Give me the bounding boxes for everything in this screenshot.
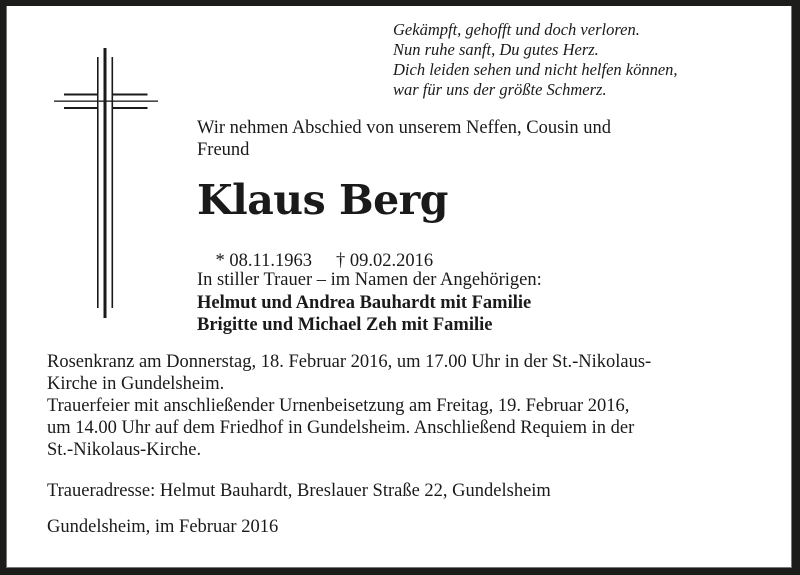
service-line: um 14.00 Uhr auf dem Friedhof in Gundelsheim. Anschließend Requiem in der [47,418,635,438]
poem-line: Gekämpft, gehofft und doch verloren. [393,20,640,39]
family-line: Brigitte und Michael Zeh mit Familie [197,315,493,335]
poem [393,20,678,100]
obituary-card [6,6,792,568]
poem-line: war für uns der größte Schmerz. [393,80,607,99]
service-details [47,351,787,461]
birth-date: * 08.11.1963 [215,251,312,271]
service-line: St.-Nikolaus-Kirche. [47,440,202,460]
intro-text [197,117,717,161]
family-line: Helmut und Andrea Bauhardt mit Familie [197,293,532,313]
service-line: Kirche in Gundelsheim. [47,374,225,394]
mourning-address: Traueradresse: Helmut Bauhardt, Breslauer Straße 22, Gundelsheim [47,481,551,501]
service-line: Trauerfeier mit anschließender Urnenbeisetzung am Freitag, 19. Februar 2016, [47,396,630,416]
mourning-families [197,292,531,336]
intro-line: Wir nehmen Abschied von unserem Neffen, Cousin und [197,118,612,138]
intro-line: Freund [197,140,250,160]
cross-icon [7,6,207,336]
place-and-date: Gundelsheim, im Februar 2016 [47,517,279,537]
death-date: † 09.02.2016 [335,251,434,271]
mourning-heading: In stiller Trauer – im Namen der Angehörigen: [197,270,542,290]
poem-line: Nun ruhe sanft, Du gutes Herz. [393,40,599,59]
deceased-name: Klaus Berg [197,176,448,224]
poem-line: Dich leiden sehen und nicht helfen können, [393,60,678,79]
service-line: Rosenkranz am Donnerstag, 18. Februar 2016, um 17.00 Uhr in der St.-Nikolaus- [47,352,652,372]
